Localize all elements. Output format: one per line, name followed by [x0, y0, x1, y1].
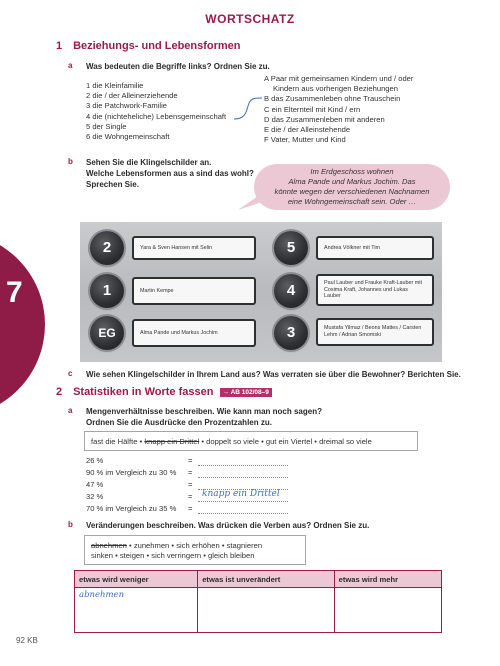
- definition-item: C ein Elternteil mit Kind / ern: [264, 104, 361, 114]
- percent-label: 70 % im Vergleich zu 35 %: [86, 504, 177, 513]
- matching-line: [232, 86, 264, 126]
- doorbell-button: EG: [90, 316, 124, 350]
- percent-label: 47 %: [86, 480, 104, 489]
- name-plate: Andrea Völkner mit Tim: [316, 236, 434, 260]
- bubble-line: Alma Pande und Markus Jochim. Das: [288, 177, 416, 186]
- answer-line[interactable]: [198, 513, 288, 514]
- expression-used: knapp ein Drittel: [144, 437, 200, 446]
- expressions-box: [84, 431, 418, 451]
- section-1-title: [56, 40, 241, 52]
- page-number: 92 KB: [16, 636, 38, 645]
- name-plate: Yara & Sven Hansen mit Selin: [132, 236, 256, 260]
- separator: •: [221, 541, 225, 550]
- workbook-reference: → AB 102/08–9: [220, 388, 272, 397]
- bubble-line: Im Erdgeschoss wohnen: [310, 167, 394, 176]
- verb: sich erhöhen: [176, 541, 220, 550]
- column-header: etwas ist unverändert: [198, 571, 334, 588]
- expression: gut ein Viertel: [265, 437, 313, 446]
- separator: •: [201, 437, 205, 446]
- answer-line[interactable]: [198, 477, 288, 478]
- definition-item: D das Zusammenleben mit anderen: [264, 114, 385, 124]
- verb: sinken: [91, 551, 113, 560]
- task-2a-instruction: [86, 406, 322, 428]
- percent-label: 32 %: [86, 492, 104, 501]
- column-header: etwas wird mehr: [334, 571, 441, 588]
- term-item: 2 die / der Alleinerziehende: [86, 91, 178, 101]
- term-item: 3 die Patchwork-Familie: [86, 101, 168, 111]
- doorbell-button: 5: [274, 231, 308, 265]
- table-cell[interactable]: [198, 588, 334, 633]
- definition-item: A Paar mit gemeinsamen Kindern und / oder: [264, 74, 414, 83]
- expression: doppelt so viele: [206, 437, 259, 446]
- verbs-box: [84, 535, 306, 565]
- term-item: 6 die Wohngemeinschaft: [86, 132, 170, 142]
- task-2b-letter: b: [68, 520, 73, 529]
- section-1-heading: Beziehungs- und Lebensformen: [73, 40, 241, 52]
- section-2-heading: Statistiken in Worte fassen: [73, 386, 214, 398]
- instruction-line: Ordnen Sie die Ausdrücke den Prozentzahlen zu.: [86, 418, 272, 427]
- equals-sign: =: [188, 468, 193, 477]
- task-1c-letter: c: [68, 369, 73, 378]
- verb: gleich bleiben: [208, 551, 255, 560]
- definition-item: F Vater, Mutter und Kind: [264, 135, 346, 145]
- separator: •: [261, 437, 264, 446]
- equals-sign: =: [188, 456, 193, 465]
- section-2-number: 2: [56, 386, 63, 398]
- verbs-table: [74, 570, 442, 633]
- percent-label: 90 % im Vergleich zu 30 %: [86, 468, 177, 477]
- task-1a-instruction: Was bedeuten die Begriffe links? Ordnen Sie zu.: [86, 62, 270, 71]
- name-plate: Paul Lauber und Frauke Kraft-Lauber mit Cosima Kraft, Johannes und Lukas Lauber: [316, 274, 434, 306]
- task-1b-instruction: [86, 157, 254, 190]
- table-cell[interactable]: [334, 588, 441, 633]
- term-item: 4 die (nichteheliche) Lebensgemeinschaft: [86, 111, 227, 121]
- term-item: 5 der Single: [86, 121, 127, 131]
- definitions-list: [264, 74, 413, 145]
- percent-label: 26 %: [86, 456, 104, 465]
- section-2-title: [56, 386, 272, 398]
- name-plate: Mustafa Yilmaz / Beons Mattes / Carsten Lehm / Adrian Smomski: [316, 318, 434, 346]
- name-plate: Martin Kempe: [132, 277, 256, 305]
- answer-line[interactable]: [198, 501, 288, 502]
- chapter-number: 7: [6, 276, 23, 309]
- term-item: 1 die Kleinfamilie: [86, 81, 144, 90]
- instruction-line: Sprechen Sie.: [86, 180, 139, 189]
- verb-used: abnehmen: [91, 541, 127, 550]
- bubble-line: könnte wegen der verschiedenen Nachnamen: [274, 187, 430, 196]
- doorbell-button: 2: [90, 231, 124, 265]
- doorbell-button: 4: [274, 274, 308, 308]
- handwritten-answer: abnehmen: [79, 590, 125, 600]
- column-header: etwas wird weniger: [75, 571, 198, 588]
- instruction-line: Welche Lebensformen aus a sind das wohl?: [86, 169, 254, 178]
- separator: •: [129, 541, 132, 550]
- table-row: [75, 588, 442, 633]
- handwritten-answer: knapp ein Drittel: [202, 489, 280, 499]
- page-header: WORTSCHATZ: [205, 12, 295, 26]
- bubble-line: eine Wohngemeinschaft sein. Oder …: [287, 197, 417, 206]
- task-2b-instruction: Veränderungen beschreiben. Was drücken die Verben aus? Ordnen Sie zu.: [86, 521, 370, 530]
- separator: •: [139, 437, 143, 446]
- expression: dreimal so viele: [319, 437, 372, 446]
- terms-list: [86, 81, 226, 142]
- separator: •: [115, 551, 118, 560]
- separator: •: [314, 437, 317, 446]
- instruction-line: Mengenverhältnisse beschreiben. Wie kann man noch sagen?: [86, 407, 322, 416]
- verb: steigen: [119, 551, 145, 560]
- task-1b-letter: b: [68, 157, 73, 166]
- doorbell-button: 1: [90, 274, 124, 308]
- table-header-row: [75, 571, 442, 588]
- doorbell-button: 3: [274, 316, 308, 350]
- verb: zunehmen: [133, 541, 170, 550]
- task-1a-letter: a: [68, 61, 73, 70]
- task-2a-letter: a: [68, 406, 73, 415]
- chapter-tab: [0, 232, 45, 417]
- definition-item: Kindern aus vorherigen Beziehungen: [273, 84, 398, 94]
- table-cell[interactable]: [75, 588, 198, 633]
- separator: •: [146, 551, 150, 560]
- verb: stagnieren: [226, 541, 263, 550]
- expression: fast die Hälfte: [91, 437, 138, 446]
- name-plate: Alma Pande und Markus Jochim: [132, 319, 256, 347]
- separator: •: [171, 541, 175, 550]
- section-1-number: 1: [56, 40, 63, 52]
- definition-item: E die / der Alleinstehende: [264, 125, 351, 135]
- doorbell-panel-photo: [80, 222, 442, 362]
- definition-item: B das Zusammenleben ohne Trauschein: [264, 94, 401, 104]
- equals-sign: =: [188, 480, 193, 489]
- separator: •: [203, 551, 206, 560]
- verb: sich verringern: [151, 551, 202, 560]
- task-1c-instruction: Wie sehen Klingelschilder in Ihrem Land aus? Was verraten sie über die Bewohner? Berichten Sie.: [86, 370, 461, 379]
- speech-bubble-tail: [238, 196, 264, 216]
- equals-sign: =: [188, 504, 193, 513]
- speech-bubble-text: [264, 167, 440, 207]
- answer-line[interactable]: [198, 465, 288, 466]
- equals-sign: =: [188, 492, 193, 501]
- instruction-line: Sehen Sie die Klingelschilder an.: [86, 158, 212, 167]
